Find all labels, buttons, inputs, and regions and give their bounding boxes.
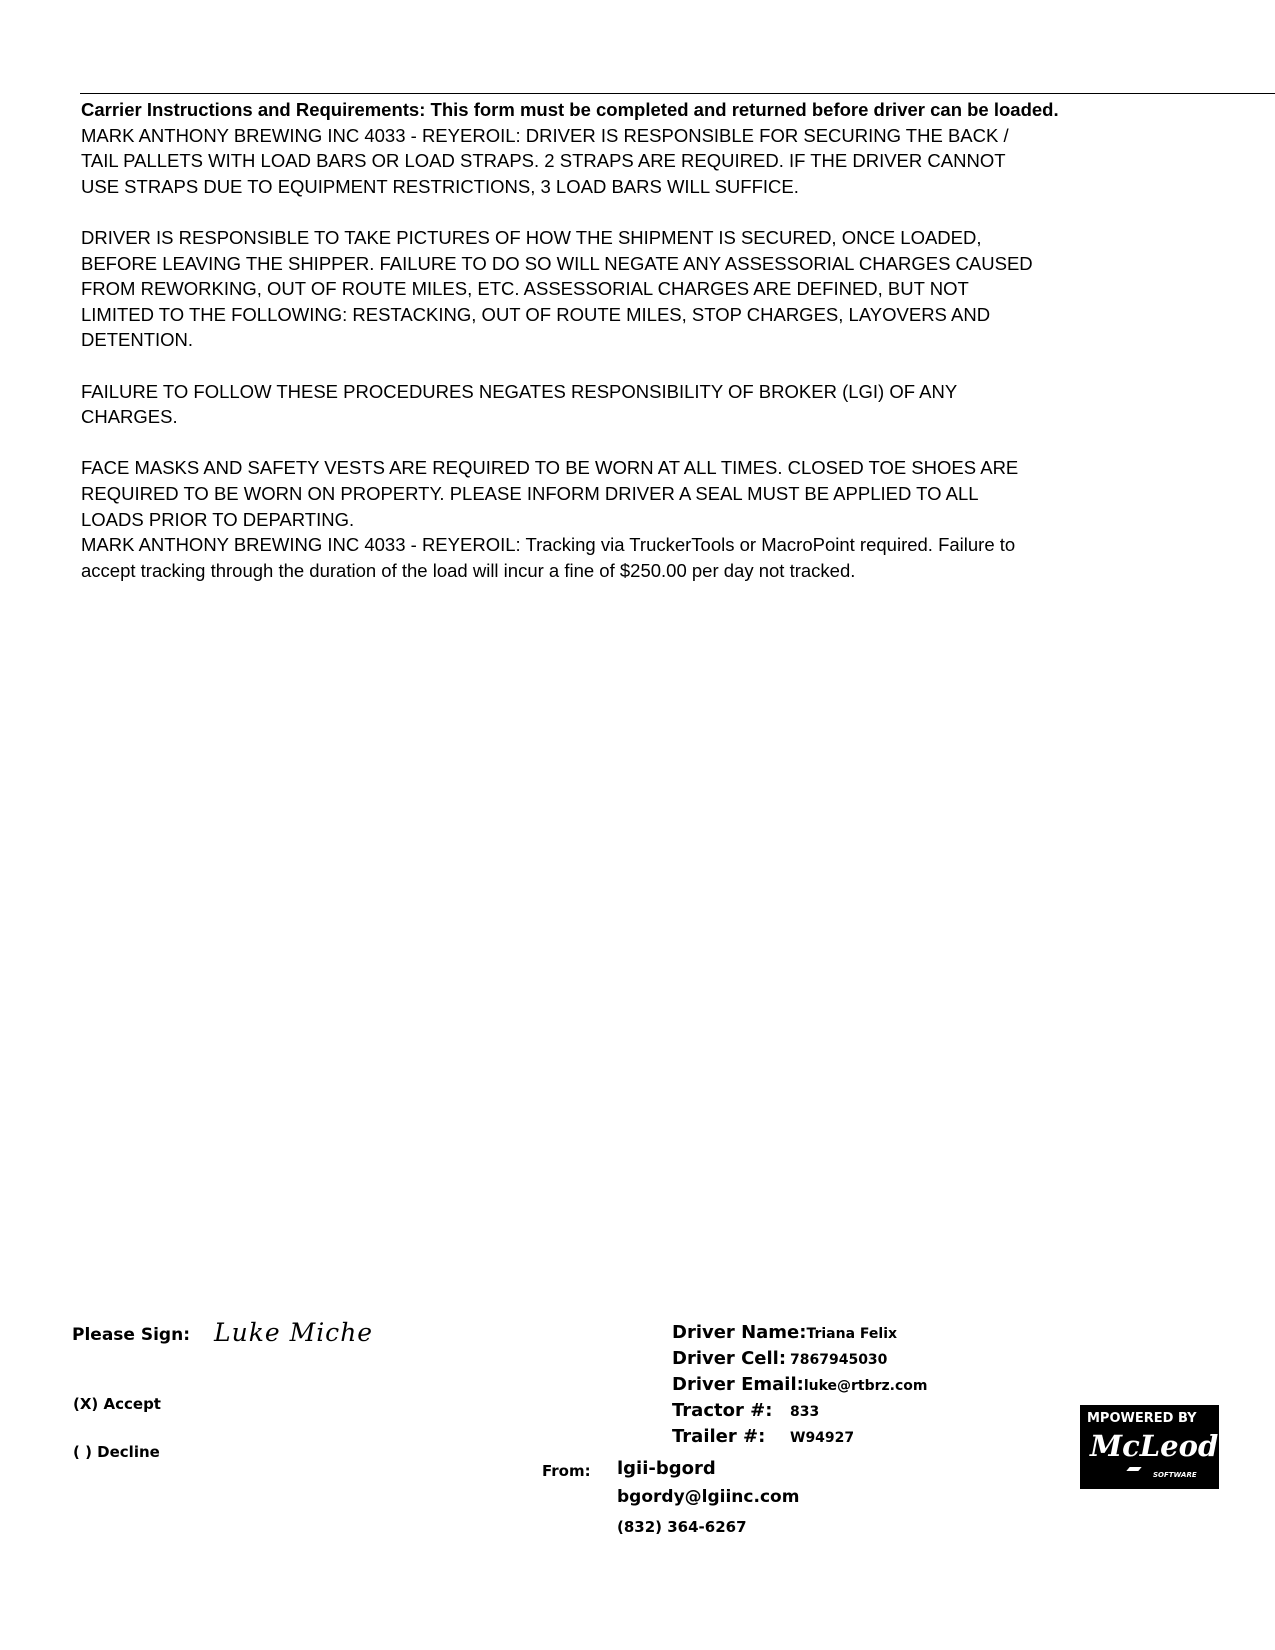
accept-option[interactable]: (X) Accept xyxy=(73,1395,161,1413)
trailer-label: Trailer #: xyxy=(672,1426,766,1447)
trailer-row xyxy=(672,1426,854,1452)
from-phone: (832) 364-6267 xyxy=(617,1518,747,1536)
instruction-line: accept tracking through the duration of the load will incur a fine of $250.00 per day not tracked. xyxy=(81,559,856,581)
instruction-line: FACE MASKS AND SAFETY VESTS ARE REQUIRED TO BE WORN AT ALL TIMES. CLOSED TOE SHOES ARE xyxy=(81,457,1019,479)
signature-value[interactable]: Luke Miche xyxy=(214,1318,374,1347)
top-rule xyxy=(80,93,1275,94)
instruction-line: MARK ANTHONY BREWING INC 4033 - REYEROIL: Tracking via TruckerTools or MacroPoint required. Failure to xyxy=(81,534,1016,556)
driver-name-value: Triana Felix xyxy=(806,1326,898,1342)
driver-cell-row xyxy=(672,1348,887,1374)
instruction-line: MARK ANTHONY BREWING INC 4033 - REYEROIL: DRIVER IS RESPONSIBLE FOR SECURING THE BACK / xyxy=(81,124,1009,146)
trailer-value: W94927 xyxy=(790,1430,855,1446)
driver-email-label: Driver Email: xyxy=(672,1374,804,1395)
please-sign-label: Please Sign: xyxy=(72,1325,190,1345)
instruction-line: FROM REWORKING, OUT OF ROUTE MILES, ETC. ASSESSORIAL CHARGES ARE DEFINED, BUT NOT xyxy=(81,278,969,300)
tractor-value: 833 xyxy=(790,1404,820,1420)
instruction-line: FAILURE TO FOLLOW THESE PROCEDURES NEGATES RESPONSIBILITY OF BROKER (LGI) OF ANY xyxy=(81,380,958,402)
driver-cell-value: 7867945030 xyxy=(790,1352,888,1368)
instruction-line: DRIVER IS RESPONSIBLE TO TAKE PICTURES OF HOW THE SHIPMENT IS SECURED, ONCE LOADED, xyxy=(81,226,982,248)
driver-email-row xyxy=(672,1374,928,1400)
mcleod-logo xyxy=(1080,1405,1219,1489)
instruction-line: LIMITED TO THE FOLLOWING: RESTACKING, OUT OF ROUTE MILES, STOP CHARGES, LAYOVERS AND xyxy=(81,303,991,325)
instruction-line: LOADS PRIOR TO DEPARTING. xyxy=(81,508,355,530)
driver-name-row xyxy=(672,1322,897,1348)
instruction-line: TAIL PALLETS WITH LOAD BARS OR LOAD STRAPS. 2 STRAPS ARE REQUIRED. IF THE DRIVER CANNOT xyxy=(81,150,1006,172)
instruction-line: BEFORE LEAVING THE SHIPPER. FAILURE TO DO SO WILL NEGATE ANY ASSESSORIAL CHARGES CAUSED xyxy=(81,252,1033,274)
instruction-line: DETENTION. xyxy=(81,329,194,351)
decline-option[interactable]: ( ) Decline xyxy=(73,1443,160,1461)
logo-software: SOFTWARE xyxy=(1153,1471,1197,1479)
instructions-heading: Carrier Instructions and Requirements: This form must be completed and returned before driver can be loaded. xyxy=(81,99,1059,120)
driver-email-value: luke@rtbrz.com xyxy=(803,1378,928,1394)
driver-cell-label: Driver Cell: xyxy=(672,1348,787,1369)
tractor-row xyxy=(672,1400,819,1426)
from-email[interactable]: bgordy@lgiinc.com xyxy=(617,1487,800,1507)
carrier-instructions xyxy=(81,97,1261,583)
from-label: From: xyxy=(542,1462,591,1480)
tractor-label: Tractor #: xyxy=(672,1400,773,1421)
logo-powered-by: MPOWERED BY xyxy=(1087,1411,1197,1426)
instruction-line: REQUIRED TO BE WORN ON PROPERTY. PLEASE INFORM DRIVER A SEAL MUST BE APPLIED TO ALL xyxy=(81,482,979,504)
logo-slash-icon xyxy=(1126,1467,1141,1471)
from-user: lgii-bgord xyxy=(617,1458,716,1479)
logo-brand: McLeod xyxy=(1090,1429,1219,1463)
driver-name-label: Driver Name: xyxy=(672,1322,807,1343)
instruction-line: CHARGES. xyxy=(81,406,178,428)
instruction-line: USE STRAPS DUE TO EQUIPMENT RESTRICTIONS, 3 LOAD BARS WILL SUFFICE. xyxy=(81,175,799,197)
